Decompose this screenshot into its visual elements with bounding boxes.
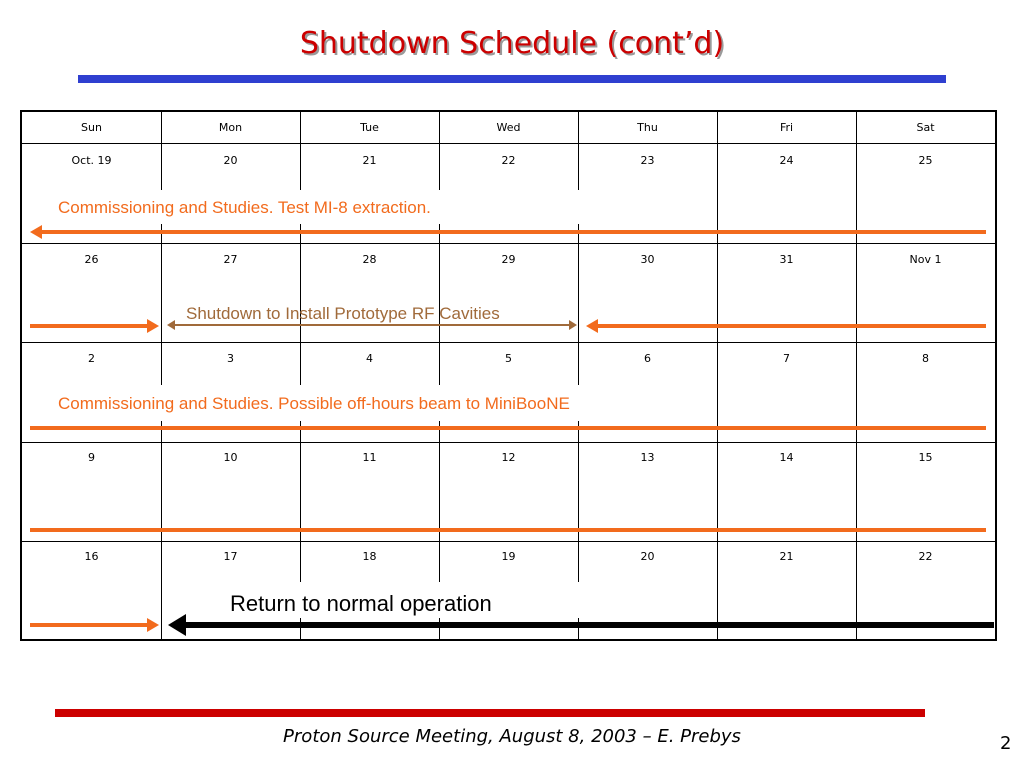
date-cell: 8 (922, 352, 929, 365)
grid-line (22, 541, 995, 542)
grid-line (22, 143, 995, 144)
title-underline (78, 75, 946, 83)
arrow-left-head (167, 320, 175, 330)
annotation-commissioning-mi8: Commissioning and Studies. Test MI-8 extraction. (58, 198, 431, 217)
date-cell: 5 (505, 352, 512, 365)
date-cell: 3 (227, 352, 234, 365)
day-header-fri: Fri (779, 121, 794, 134)
date-cell: 6 (644, 352, 651, 365)
date-cell: 18 (362, 550, 377, 563)
date-cell: 30 (640, 253, 655, 266)
date-cell: 21 (779, 550, 794, 563)
footer-text: Proton Source Meeting, August 8, 2003 – E. Prebys (283, 726, 741, 747)
day-header-thu: Thu (637, 121, 658, 134)
arrow-right-head (147, 319, 159, 333)
grid-line (22, 243, 995, 244)
date-cell: 2 (88, 352, 95, 365)
date-cell: 11 (362, 451, 377, 464)
grid-line (22, 342, 995, 343)
date-cell: 21 (362, 154, 377, 167)
date-cell: 24 (779, 154, 794, 167)
day-header-tue: Tue (360, 121, 379, 134)
timeline-arrow (40, 230, 986, 234)
day-header-wed: Wed (496, 121, 521, 134)
calendar-grid (20, 110, 997, 641)
date-cell: 13 (640, 451, 655, 464)
annotation-commissioning-miniboone: Commissioning and Studies. Possible off-hours beam to MiniBooNE (58, 394, 570, 413)
annotation-shutdown-rf: Shutdown to Install Prototype RF Cavities (186, 304, 500, 323)
date-cell: 31 (779, 253, 794, 266)
date-cell: 23 (640, 154, 655, 167)
date-cell: 9 (88, 451, 95, 464)
date-cell: 26 (84, 253, 99, 266)
date-cell: 16 (84, 550, 99, 563)
shutdown-span-arrow (175, 324, 569, 326)
date-cell: 12 (501, 451, 516, 464)
date-cell: 27 (223, 253, 238, 266)
date-cell: 19 (501, 550, 516, 563)
grid-line (22, 442, 995, 443)
timeline-arrow (30, 324, 148, 328)
timeline-arrow (30, 623, 148, 627)
day-header-sat: Sat (916, 121, 935, 134)
timeline-bar (30, 426, 986, 430)
date-cell: 29 (501, 253, 516, 266)
arrow-left-head (586, 319, 598, 333)
arrow-right-head (569, 320, 577, 330)
arrow-left-head (30, 225, 42, 239)
date-cell: 10 (223, 451, 238, 464)
date-cell: 28 (362, 253, 377, 266)
date-cell: 15 (918, 451, 933, 464)
date-cell: 20 (223, 154, 238, 167)
date-cell: 22 (501, 154, 516, 167)
date-cell: 17 (223, 550, 238, 563)
date-cell: 7 (783, 352, 790, 365)
slide-title: Shutdown Schedule (cont’d) (299, 26, 725, 61)
date-cell: Oct. 19 (71, 154, 112, 167)
normal-operation-arrow (184, 622, 994, 628)
day-header-mon: Mon (218, 121, 243, 134)
date-cell: 14 (779, 451, 794, 464)
timeline-bar (30, 528, 986, 532)
arrow-left-head (168, 614, 186, 636)
footer-rule (55, 709, 925, 717)
arrow-right-head (147, 618, 159, 632)
date-cell: Nov 1 (909, 253, 942, 266)
page-number: 2 (1000, 733, 1012, 754)
annotation-return-normal: Return to normal operation (230, 591, 492, 616)
date-cell: 25 (918, 154, 933, 167)
date-cell: 20 (640, 550, 655, 563)
date-cell: 4 (366, 352, 373, 365)
date-cell: 22 (918, 550, 933, 563)
timeline-arrow (598, 324, 986, 328)
day-header-sun: Sun (81, 121, 102, 134)
